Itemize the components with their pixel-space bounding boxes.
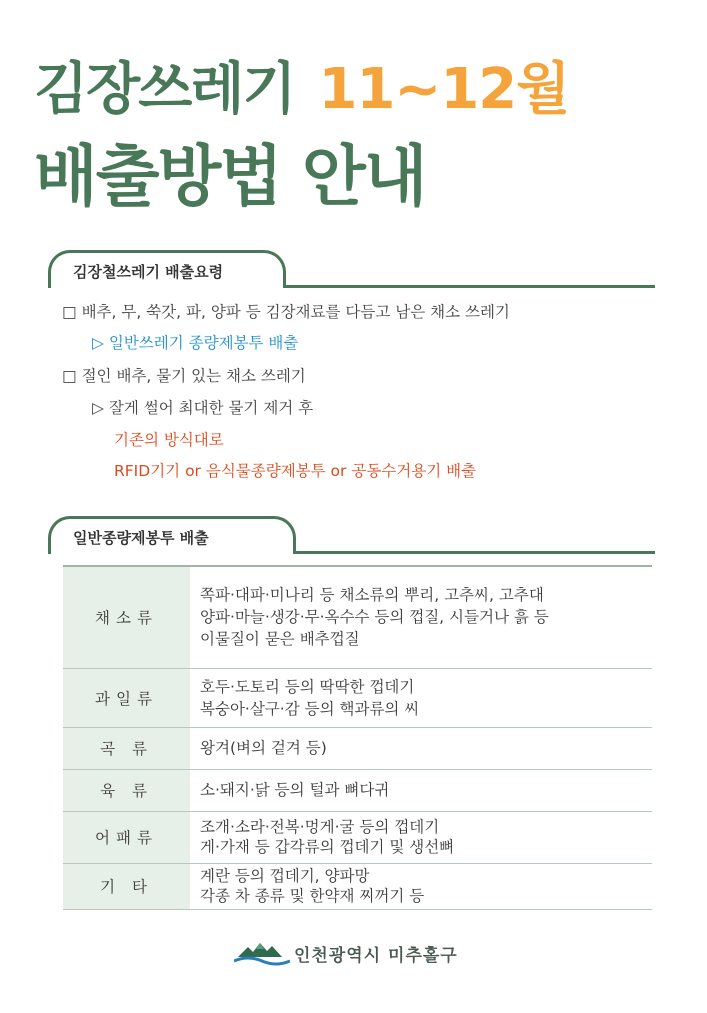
list-item-vegetable-scraps: □ 배추, 무, 쑥갓, 파, 양파 등 김장재료를 다듬고 남은 채소 쓰레기 bbox=[62, 303, 510, 321]
table-description-line: 각종 차 종류 및 한약재 찌꺼기 등 bbox=[200, 887, 425, 905]
section1-header bbox=[48, 250, 655, 294]
table-row bbox=[63, 769, 652, 811]
table-description-line: 조개·소라·전복·멍게·굴 등의 껍데기 bbox=[200, 818, 440, 836]
table-description bbox=[190, 863, 652, 909]
table-category: 과일류 bbox=[63, 668, 190, 727]
title-main: 김장쓰레기 bbox=[34, 57, 295, 122]
table-row bbox=[63, 668, 652, 727]
table-description bbox=[190, 668, 652, 727]
table-category: 곡 류 bbox=[63, 727, 190, 769]
table-description-line: 게·가재 등 갑각류의 껍데기 및 생선뼈 bbox=[200, 838, 455, 856]
table-description-line: 호두·도토리 등의 딱딱한 껍데기 bbox=[200, 677, 415, 696]
table-description-line: 쪽파·대파·미나리 등 채소류의 뿌리, 고추씨, 고추대 bbox=[200, 586, 544, 605]
table-row bbox=[63, 863, 652, 909]
table-category: 어패류 bbox=[63, 811, 190, 863]
footer-logo bbox=[234, 935, 494, 971]
page-title-line2: 배출방법 안내 bbox=[34, 138, 426, 215]
page-title-line1 bbox=[34, 57, 570, 122]
table-row bbox=[63, 727, 652, 769]
table-row bbox=[63, 811, 652, 863]
table-description bbox=[190, 811, 652, 863]
table-category: 기 타 bbox=[63, 863, 190, 909]
footer-org-name: 인천광역시 미추홀구 bbox=[294, 946, 458, 966]
table-category: 육 류 bbox=[63, 769, 190, 811]
title-period: 11~12월 bbox=[318, 57, 570, 122]
table-description-line: 복숭아·살구·감 등의 핵과류의 씨 bbox=[200, 699, 420, 718]
list-item-cut-dry: ▷ 잘게 썰어 최대한 물기 제거 후 bbox=[92, 399, 314, 417]
table-description-line: 왕겨(벼의 겉겨 등) bbox=[200, 739, 327, 757]
table-description-line: 소·돼지·닭 등의 털과 뼈다귀 bbox=[200, 781, 390, 799]
table-description-line: 양파·마늘·생강·무·옥수수 등의 껍질, 시들거나 흙 등 bbox=[200, 608, 549, 627]
section2-header-tab: 일반종량제봉투 배출 bbox=[48, 516, 296, 554]
table-description bbox=[190, 727, 652, 769]
table-category: 채소류 bbox=[63, 566, 190, 668]
table-description-line: 이물질이 묻은 배추껍질 bbox=[200, 630, 360, 649]
disposal-table bbox=[63, 565, 652, 910]
district-logo-icon bbox=[234, 937, 290, 967]
table-row bbox=[63, 566, 652, 668]
table-description bbox=[190, 566, 652, 668]
list-item-existing-method: 기존의 방식대로 bbox=[114, 431, 224, 449]
list-item-salted-cabbage: □ 절인 배추, 물기 있는 채소 쓰레기 bbox=[62, 367, 306, 385]
list-item-rfid: RFID기기 or 음식물종량제봉투 or 공동수거용기 배출 bbox=[114, 462, 477, 480]
table-description bbox=[190, 769, 652, 811]
section2-header bbox=[48, 516, 655, 560]
table-description-line: 계란 등의 껍데기, 양파망 bbox=[200, 867, 370, 885]
section1-header-tab: 김장철쓰레기 배출요령 bbox=[48, 250, 286, 288]
list-item-general-bag: ▷ 일반쓰레기 종량제봉투 배출 bbox=[92, 334, 299, 352]
